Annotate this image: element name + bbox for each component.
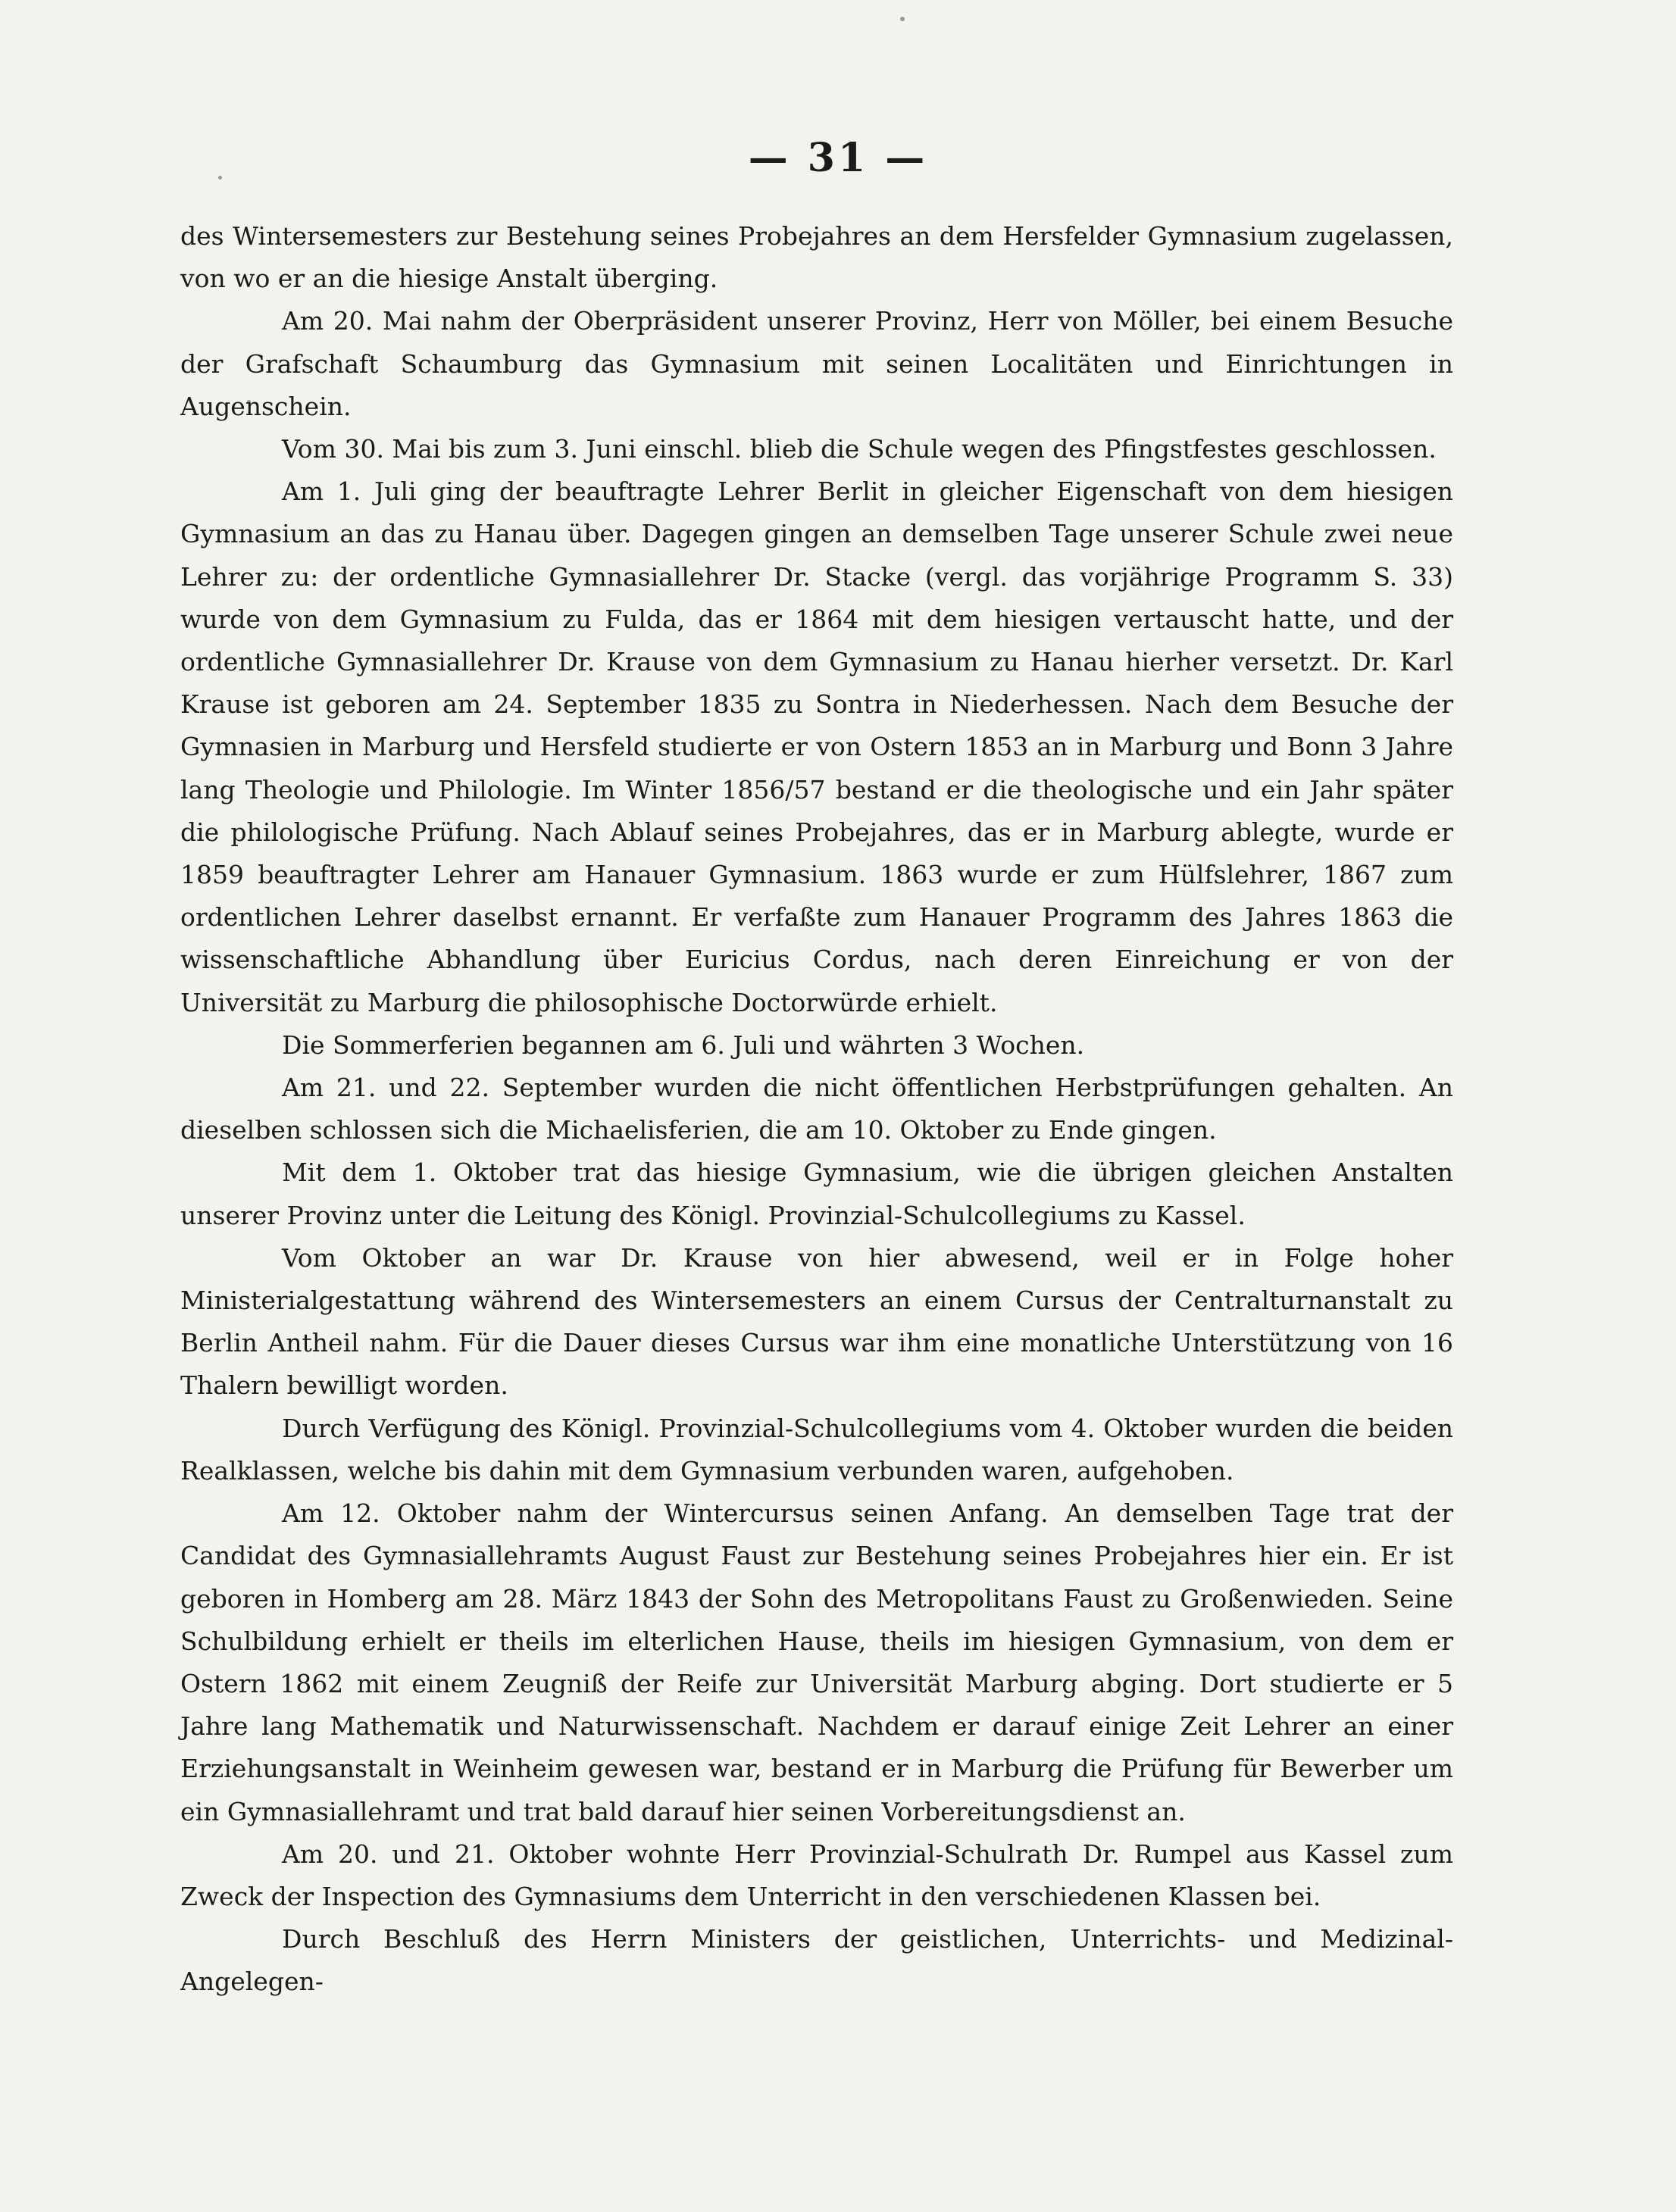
paragraph: Vom Oktober an war Dr. Krause von hier abwesend, weil er in Folge hoher Ministerialgestattung während des Wintersemesters an einem Cursus der Centralturnanstalt zu Berlin Antheil nahm. Für die Dauer dieses Cursus war ihm eine monatliche Unterstützung von 16 Thalern bewilligt worden. [180,1242,1453,1401]
paragraph: Mit dem 1. Oktober trat das hiesige Gymnasium, wie die übrigen gleichen Anstalten unserer Provinz unter die Leitung des Königl. Provinzial-Schulcollegiums zu Kassel. [180,1158,1453,1230]
paragraph: Am 20. und 21. Oktober wohnte Herr Provinzial-Schulrath Dr. Rumpel aus Kassel zum Zweck der Inspection des Gymnasiums dem Unterricht in den verschiedenen Klassen bei. [180,1839,1453,1911]
paragraph: Am 12. Oktober nahm der Wintercursus seinen Anfang. An demselben Tage trat der Candidat des Gymnasiallehramts August Faust zur Bestehung seines Probejahres hier ein. Er ist geboren in Homberg am 28. März 1843 der Sohn des Metropolitans Faust zu Großenwieden. Seine Schulbildung erhielt er theils im elterlichen Hause, theils im hiesigen Gymnasium, von dem er Ostern 1862 mit einem Zeugniß der Reife zur Universität Marburg abging. Dort studierte er 5 Jahre lang Mathematik und Naturwissenschaft. Nachdem er darauf einige Zeit Lehrer an einer Erziehungsanstalt in Weinheim gewesen war, bestand er in Marburg die Prüfung für Bewerber um ein Gymnasiallehramt und trat bald darauf hier seinen Vorbereitungsdienst an. [180,1498,1453,1826]
page-number: — 31 — [748,135,928,181]
paragraph: des Wintersemesters zur Bestehung seines Probejahres an dem Hersfelder Gymnasium zugelassen, von wo er an die hiesige Anstalt überging. [180,221,1453,294]
paper-speck [900,17,905,21]
paragraph: Am 21. und 22. September wurden die nicht öffentlichen Herbstprüfungen gehalten. An dieselben schlossen sich die Michaelisferien, die am 10. Oktober zu Ende gingen. [180,1073,1453,1145]
paragraph: Am 1. Juli ging der beauftragte Lehrer Berlit in gleicher Eigenschaft von dem hiesigen Gymnasium an das zu Hanau über. Dagegen gingen an demselben Tage unserer Schule zwei neue Lehrer zu: der ordentliche Gymnasiallehrer Dr. Stacke (vergl. das vorjährige Programm S. 33) wurde von dem Gymnasium zu Fulda, das er 1864 mit dem hiesigen vertauscht hatte, und der ordentliche Gymnasiallehrer Dr. Krause von dem Gymnasium zu Hanau hierher versetzt. Dr. Karl Krause ist geboren am 24. September 1835 zu Sontra in Niederhessen. Nach dem Besuche der Gymnasien in Marburg und Hersfeld studierte er von Ostern 1853 an in Marburg und Bonn 3 Jahre lang Theologie und Philologie. Im Winter 1856/57 bestand er die theologische und ein Jahr später die philologische Prüfung. Nach Ablauf seines Probejahres, das er in Marburg ablegte, wurde er 1859 beauftragter Lehrer am Hanauer Gymnasium. 1863 wurde er zum Hülfslehrer, 1867 zum ordentlichen Lehrer daselbst ernannt. Er verfaßte zum Hanauer Programm des Jahres 1863 die wissenschaftliche Abhandlung über Euricius Cordus, nach deren Einreichung er von der Universität zu Marburg die philosophische Doctorwürde erhielt. [180,476,1453,1017]
body-text [180,215,1453,2004]
paragraph: Am 20. Mai nahm der Oberpräsident unserer Provinz, Herr von Möller, bei einem Besuche der Grafschaft Schaumburg das Gymnasium mit seinen Localitäten und Einrichtungen in Augenschein. [180,306,1453,421]
paragraph: Die Sommerferien begannen am 6. Juli und währten 3 Wochen. [282,1029,1085,1060]
paragraph: Vom 30. Mai bis zum 3. Juni einschl. blieb die Schule wegen des Pfingstfestes geschlossen. [282,434,1437,464]
paragraph: Durch Beschluß des Herrn Ministers der geistlichen, Unterrichts- und Medizinal-Angelegen- [180,1924,1453,1997]
paragraph: Durch Verfügung des Königl. Provinzial-Schulcollegiums vom 4. Oktober wurden die beiden Realklassen, welche bis dahin mit dem Gymnasium verbunden waren, aufgehoben. [180,1413,1453,1486]
